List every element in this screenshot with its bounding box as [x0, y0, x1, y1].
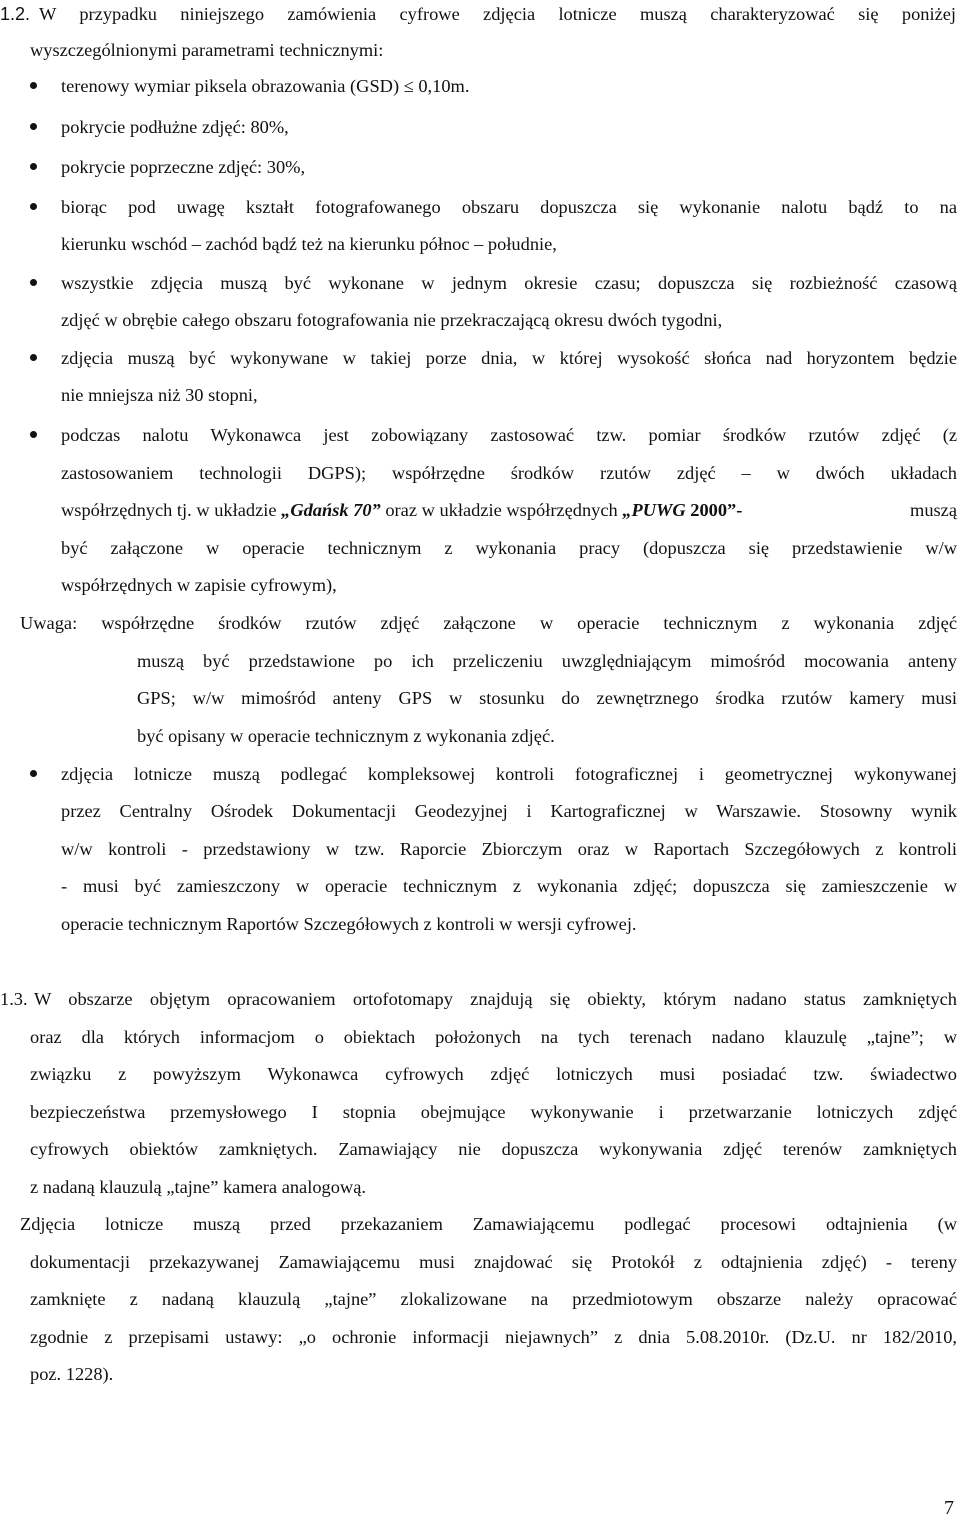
- coordinate-system-name: „Gdańsk 70”: [281, 500, 381, 520]
- list-item-continuation: kierunku wschód – zachód bądź też na kierunku północ – południe,: [61, 234, 557, 254]
- list-item: podczas nalotu Wykonawca jest zobowiązany zastosować tzw. pomiar środków rzutów zdjęć (z: [61, 425, 957, 445]
- paragraph-line: oraz dla których informacjom o obiektach położonych na tych terenach nadano klauzulę „tajne”; w: [30, 1027, 957, 1047]
- list-item-continuation: współrzędnych w zapisie cyfrowym),: [61, 575, 337, 595]
- section-number: 1.2.: [0, 4, 31, 24]
- paragraph-line: z nadaną klauzulą „tajne” kamera analogową.: [30, 1177, 366, 1197]
- list-item: terenowy wymiar piksela obrazowania (GSD) ≤ 0,10m.: [61, 76, 470, 96]
- section-intro-line: wyszczególnionymi parametrami technicznymi:: [30, 40, 384, 60]
- paragraph-line: zamknięte z nadaną klauzulą „tajne” zlokalizowane na przedmiotowym obszarze należy opracować: [30, 1289, 957, 1309]
- paragraph-line: dokumentacji przekazywanej Zamawiającemu musi znajdować się Protokół z odtajnienia zdjęć) - tereny: [30, 1252, 957, 1272]
- note-line: Uwaga: współrzędne środków rzutów zdjęć załączone w operacie technicznym z wykonania zdjęć: [20, 613, 957, 633]
- paragraph-line: zgodnie z przepisami ustawy: „o ochronie informacji niejawnych” z dnia 5.08.2010r. (Dz.U. nr 182/2010,: [30, 1327, 957, 1347]
- paragraph-line: bezpieczeństwa przemysłowego I stopnia obejmujące wykonywanie i przetwarzanie lotniczych zdjęć: [30, 1102, 957, 1122]
- paragraph-line: W obszarze objętym opracowaniem ortofotomapy znajdują się obiekty, którym nadano status zamkniętych: [34, 989, 957, 1009]
- bullet-icon: [30, 431, 37, 438]
- paragraph-line: Zdjęcia lotnicze muszą przed przekazaniem Zamawiającemu podlegać procesowi odtajnienia (w: [20, 1214, 957, 1234]
- list-item-continuation: przez Centralny Ośrodek Dokumentacji Geodezyjnej i Kartograficznej w Warszawie. Stosowny wynik: [61, 801, 957, 821]
- paragraph-line: związku z powyższym Wykonawca cyfrowych zdjęć lotniczych musi posiadać tzw. świadectwo: [30, 1064, 957, 1084]
- list-item-continuation: [61, 498, 957, 522]
- coordinate-system-name: 2000”-: [685, 500, 743, 520]
- text-span: muszą: [910, 500, 957, 520]
- list-item: wszystkie zdjęcia muszą być wykonane w jednym okresie czasu; dopuszcza się rozbieżność czasową: [61, 273, 957, 293]
- list-item: pokrycie podłużne zdjęć: 80%,: [61, 117, 289, 137]
- paragraph-line: cyfrowych obiektów zamkniętych. Zamawiający nie dopuszcza wykonywania zdjęć terenów zamkniętych: [30, 1139, 957, 1159]
- list-item-continuation: zdjęć w obrębie całego obszaru fotografowania nie przekraczającą okresu dwóch tygodni,: [61, 310, 723, 330]
- list-item-continuation: być załączone w operacie technicznym z wykonania pracy (dopuszcza się przedstawienie w/w: [61, 538, 957, 558]
- coordinate-system-name: „PUWG: [622, 500, 686, 520]
- list-item: zdjęcia muszą być wykonywane w takiej porze dnia, w której wysokość słońca nad horyzontem będzie: [61, 348, 957, 368]
- bullet-icon: [30, 354, 37, 361]
- list-item: pokrycie poprzeczne zdjęć: 30%,: [61, 157, 306, 177]
- paragraph-line: poz. 1228).: [30, 1364, 114, 1384]
- list-item-continuation: zastosowaniem technologii DGPS); współrzędne środków rzutów zdjęć – w dwóch układach: [61, 463, 957, 483]
- text-span: współrzędnych tj. w układzie: [61, 500, 282, 520]
- note-line: GPS; w/w mimośród anteny GPS w stosunku do zewnętrznego środka rzutów kamery musi: [137, 688, 957, 708]
- section-intro-line: W przypadku niniejszego zamówienia cyfrowe zdjęcia lotnicze muszą charakteryzować się poniżej: [39, 4, 956, 24]
- list-item-continuation: w/w kontroli - przedstawiony w tzw. Raporcie Zbiorczym oraz w Raportach Szczegółowych z kontroli: [61, 839, 957, 859]
- bullet-icon: [30, 163, 37, 170]
- bullet-icon: [30, 203, 37, 210]
- note-line: muszą być przedstawione po ich przeliczeniu uwzględniającym mimośród mocowania anteny: [137, 651, 957, 671]
- bullet-icon: [30, 279, 37, 286]
- list-item: biorąc pod uwagę kształt fotografowanego obszaru dopuszcza się wykonanie nalotu bądź to na: [61, 197, 957, 217]
- list-item: zdjęcia lotnicze muszą podlegać kompleksowej kontroli fotograficznej i geometrycznej wykonywanej: [61, 764, 957, 784]
- bullet-icon: [30, 123, 37, 130]
- section-number: 1.3.: [0, 989, 28, 1009]
- list-item-continuation: nie mniejsza niż 30 stopni,: [61, 385, 258, 405]
- list-item-continuation: operacie technicznym Raportów Szczegółowych z kontroli w wersji cyfrowej.: [61, 914, 637, 934]
- page-number: 7: [944, 1497, 954, 1519]
- bullet-icon: [30, 770, 37, 777]
- text-span: oraz w układzie współrzędnych: [380, 500, 623, 520]
- list-item-continuation: - musi być zamieszczony w operacie technicznym z wykonania zdjęć; dopuszcza się zamieszczenie w: [61, 876, 957, 896]
- text-span: [61, 498, 742, 522]
- note-line: być opisany w operacie technicznym z wykonania zdjęć.: [137, 726, 555, 746]
- bullet-icon: [30, 82, 37, 89]
